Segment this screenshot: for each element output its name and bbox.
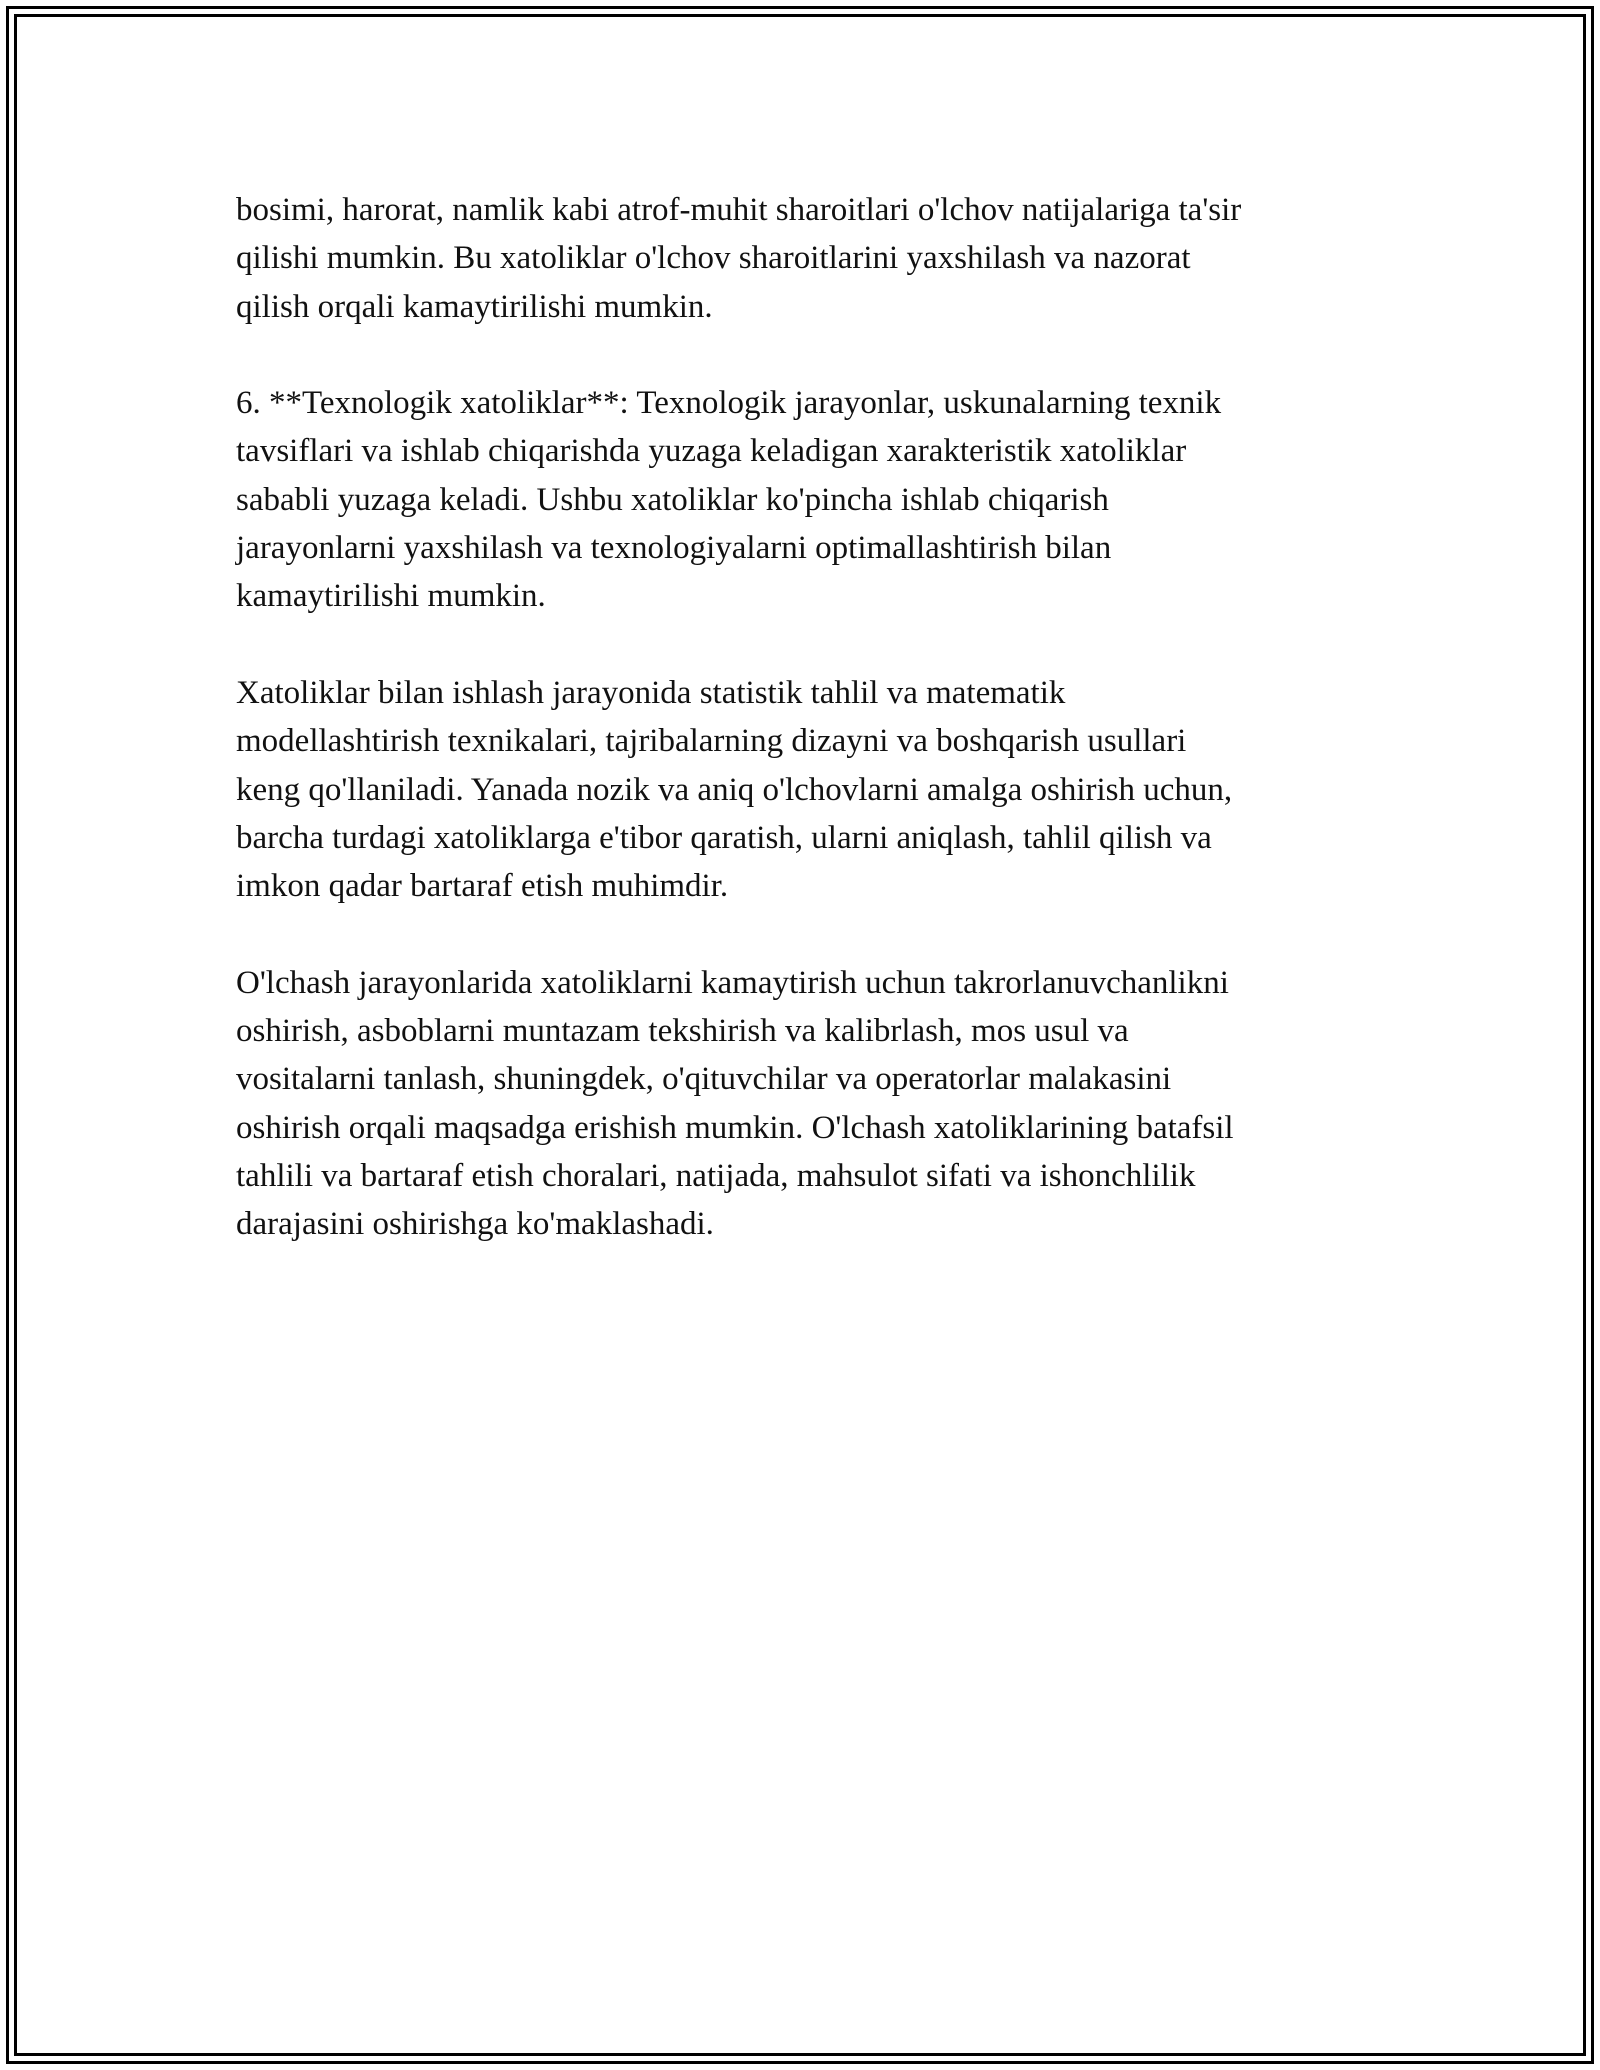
paragraph-error-reduction: O'lchash jarayonlarida xatoliklarni kamaytirish uchun takrorlanuvchanlikni oshirish, asboblarni muntazam tekshirish va kalibrlash, mos usul va vositalarni tanlash, shuningdek, o'qituvchilar va operatorlar malakasini oshirish orqali maqsadga erishish mumkin. O'lchash xatoliklarining batafsil tahlili va bartaraf etish choralari, natijada, mahsulot sifati va ishonchlilik darajasini oshirishga ko'maklashadi. xyxy=(236,964,1234,1243)
paragraph-environmental-errors: bosimi, harorat, namlik kabi atrof-muhit sharoitlari o'lchov natijalariga ta'sir qilishi mumkin. Bu xatoliklar o'lchov sharoitlarini yaxshilash va nazorat qilish orqali kamaytirilishi mumkin. xyxy=(236,192,1242,325)
paragraph-error-handling: Xatoliklar bilan ishlash jarayonida statistik tahlil va matematik modellashtirish texnikalari, tajribalarning dizayni va boshqarish usullari keng qo'llaniladi. Yanada nozik va aniq o'lchovlarni amalga oshirish uchun, barcha turdagi xatoliklarga e'tibor qaratish, ularni aniqlash, tahlil qilish va imkon qadar bartaraf etish muhimdir. xyxy=(236,674,1233,905)
document-body xyxy=(236,186,1366,1297)
paragraph-technological-errors: 6. **Texnologik xatoliklar**: Texnologik jarayonlar, uskunalarning texnik tavsiflari va ishlab chiqarishda yuzaga keladigan xarakteristik xatoliklar sababli yuzaga keladi. Ushbu xatoliklar ko'pincha ishlab chiqarish jarayonlarni yaxshilash va texnologiyalarni optimallashtirish bilan kamaytirilishi mumkin. xyxy=(236,385,1222,615)
